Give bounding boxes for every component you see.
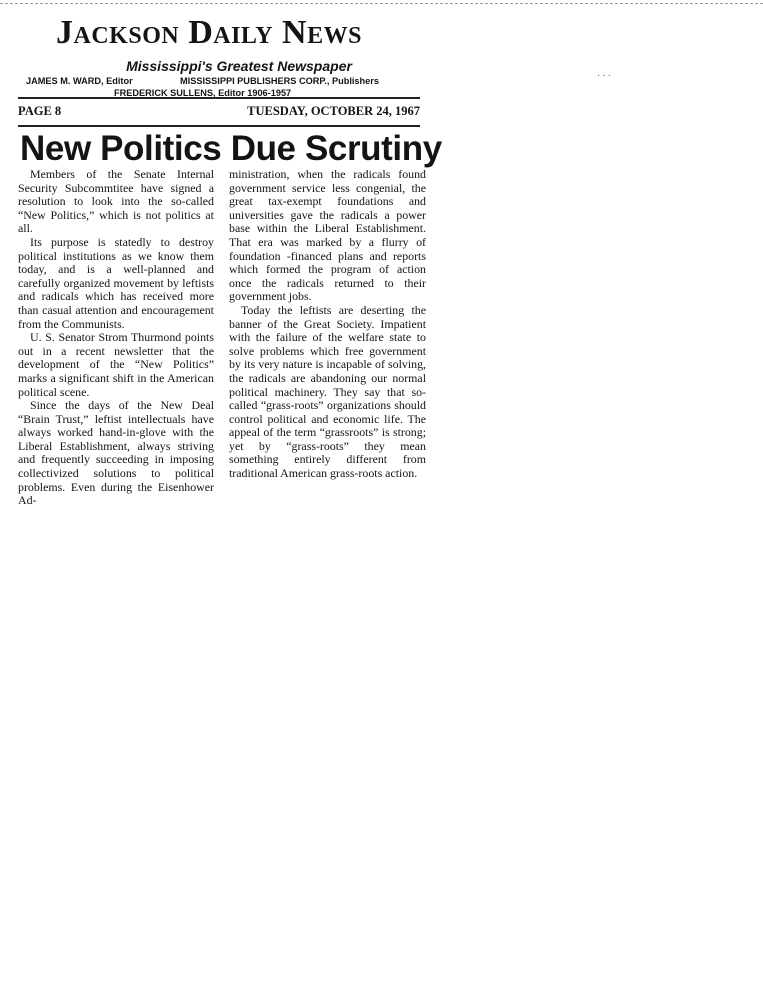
- article-paragraph: Since the days of the New Deal “Brain Trust,” leftist intellectuals have always worked hand-in-glove with the Liberal Establishment, always striving and frequently succeeding in imposing collectivized solutions to political problems. Even during the Eisenhower Ad-: [18, 398, 214, 508]
- former-editor-credit: FREDERICK SULLENS, Editor 1906-1957: [114, 88, 292, 98]
- article-headline: New Politics Due Scrutiny: [20, 129, 442, 168]
- article-paragraph: Members of the Senate Internal Security Subcommtitee have signed a resolution to look into the so-called “New Politics,” which is not politics at all.: [18, 167, 214, 236]
- publisher-credit: MISSISSIPPI PUBLISHERS CORP., Publishers: [180, 76, 379, 86]
- masthead: [18, 12, 420, 99]
- article-paragraph: U. S. Senator Strom Thurmond points out in a recent newsletter that the development of the “New Politics” marks a significant shift in the American political scene.: [18, 330, 214, 399]
- newspaper-motto: Mississippi's Greatest Newspaper: [126, 58, 352, 74]
- page-number: PAGE 8: [18, 104, 62, 118]
- article-column-2: [229, 168, 426, 481]
- staff-line: [18, 75, 420, 87]
- dateline-bar: [18, 97, 420, 127]
- editor-credit: JAMES M. WARD, Editor: [26, 76, 133, 86]
- article-paragraph: Today the leftists are deserting the banner of the Great Society. Impatient with the failure of the welfare state to solve problems which free government by its very nature is incapable of solving, the radicals are abandoning our normal political machinery. They say that so-called “grass-roots” organizations should control political and economic life. The appeal of the term “grassroots” is strong; yet by “grass-roots” they mean something entirely different from traditional American grass-roots action.: [229, 302, 426, 481]
- article-paragraph: Its purpose is statedly to destroy political institutions as we know them today, and is a well-planned and carefully organized movement by leftists and radicals which has received more than casual attention and encouragement from the Communists.: [18, 234, 214, 331]
- issue-date: TUESDAY, OCTOBER 24, 1967: [247, 104, 420, 118]
- top-border-rule: [0, 3, 763, 4]
- stray-scan-mark: ···: [597, 70, 613, 81]
- article-column-1: [18, 168, 214, 508]
- newspaper-title: Jackson Daily News: [56, 14, 362, 51]
- article-paragraph: ministration, when the radicals found government service less congenial, the great tax-exempt foundations and universities gave the radicals a power base within the Liberal Establishment. That era was marked by a flurry of foundation -financed plans and reports which formed the program of action once the radicals returned to their government jobs.: [229, 167, 426, 304]
